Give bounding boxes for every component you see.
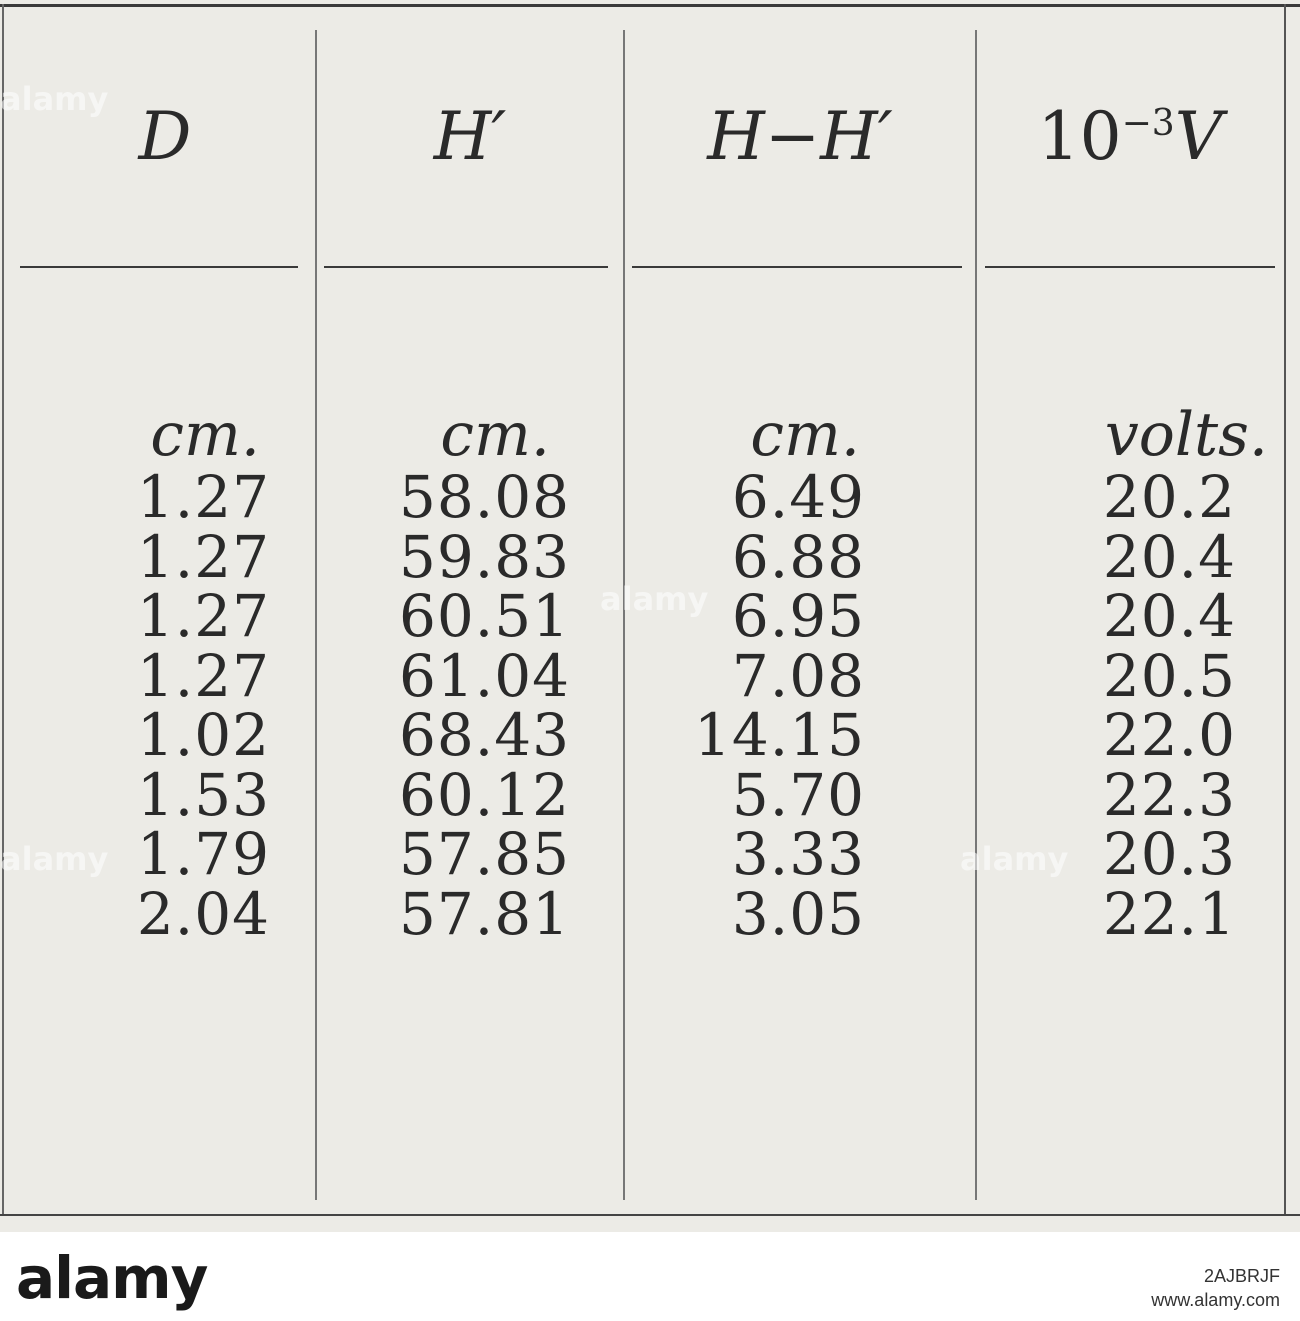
cell-h-minus: 3.05 — [731, 879, 865, 948]
header-h-prime: H′ — [433, 98, 507, 175]
watermark: alamy — [0, 80, 109, 118]
table-top-border — [0, 4, 1300, 7]
header-voltage-exponent: −3 — [1121, 103, 1175, 144]
cell-d: 2.04 — [136, 879, 270, 948]
header-d: D — [138, 98, 192, 175]
cell-h-prime: 57.85 — [398, 820, 570, 888]
header-h-minus-h-prime: H−H′ — [707, 98, 893, 175]
header-voltage — [985, 98, 1275, 175]
cell-d: 1.27 — [136, 522, 270, 591]
image-id: 2AJBRJF — [1203, 1266, 1280, 1286]
site-url[interactable]: www.alamy.com — [1151, 1290, 1280, 1310]
cell-voltage: 22.0 — [1102, 701, 1236, 769]
cell-voltage: 20.5 — [1102, 641, 1236, 710]
cell-h-minus: 6.88 — [731, 522, 865, 591]
unit-h-minus: cm. — [750, 400, 860, 470]
cell-d: 1.27 — [136, 463, 270, 531]
table-left-border — [2, 4, 4, 1216]
column-h-prime — [330, 463, 570, 948]
cell-h-prime: 60.12 — [398, 760, 570, 829]
cell-d: 1.02 — [136, 701, 270, 769]
watermark: alamy — [600, 580, 709, 618]
column-voltage — [1000, 463, 1236, 948]
unit-d: cm. — [150, 400, 260, 470]
cell-voltage: 20.4 — [1102, 522, 1236, 591]
unit-h-prime: cm. — [440, 400, 550, 470]
header-voltage-var: V — [1174, 98, 1223, 175]
unit-voltage: volts. — [1104, 400, 1268, 470]
cell-voltage: 20.3 — [1102, 820, 1236, 888]
column-divider — [315, 30, 317, 1200]
cell-voltage: 22.1 — [1102, 879, 1236, 948]
table-bottom-border — [0, 1214, 1300, 1216]
cell-h-prime: 58.08 — [398, 463, 570, 531]
cell-h-prime: 61.04 — [398, 641, 570, 710]
header-rule — [324, 266, 608, 268]
cell-h-minus: 5.70 — [731, 760, 865, 829]
column-h-minus — [640, 463, 865, 948]
cell-voltage: 22.3 — [1102, 760, 1236, 829]
cell-h-minus: 6.95 — [731, 582, 865, 650]
cell-h-minus: 7.08 — [731, 641, 865, 710]
cell-d: 1.79 — [136, 820, 270, 888]
column-d — [60, 463, 270, 948]
header-rule — [985, 266, 1275, 268]
cell-h-prime: 59.83 — [398, 522, 570, 591]
column-divider — [975, 30, 977, 1200]
image-id-label — [1151, 1264, 1280, 1312]
watermark: alamy — [0, 840, 109, 878]
cell-h-minus: 14.15 — [693, 701, 865, 769]
cell-d: 1.27 — [136, 582, 270, 650]
cell-voltage: 20.2 — [1102, 463, 1236, 531]
header-voltage-prefix: 10 — [1037, 98, 1122, 175]
table-right-border — [1284, 4, 1286, 1216]
cell-h-prime: 57.81 — [398, 879, 570, 948]
header-rule — [632, 266, 962, 268]
cell-d: 1.53 — [136, 760, 270, 829]
watermark: alamy — [960, 840, 1069, 878]
cell-h-prime: 68.43 — [398, 701, 570, 769]
cell-d: 1.27 — [136, 641, 270, 710]
cell-h-minus: 3.33 — [731, 820, 865, 888]
cell-voltage: 20.4 — [1102, 582, 1236, 650]
column-divider — [623, 30, 625, 1200]
alamy-logo[interactable]: alamy — [16, 1244, 208, 1312]
header-rule — [20, 266, 298, 268]
cell-h-prime: 60.51 — [398, 582, 570, 650]
cell-h-minus: 6.49 — [731, 463, 865, 531]
